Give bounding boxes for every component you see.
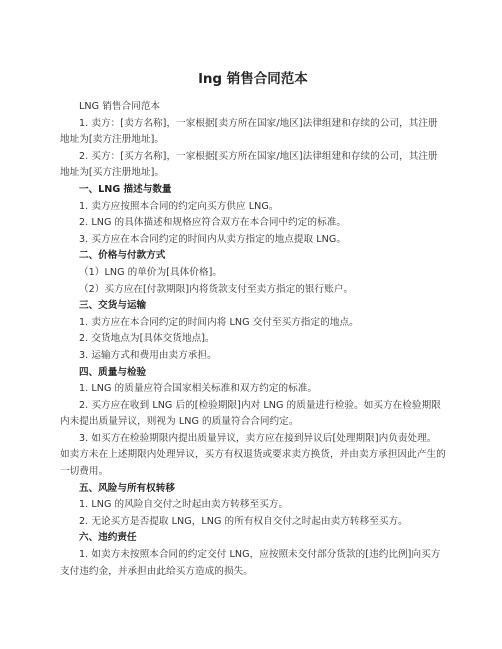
section-heading-5: 五、风险与所有权转移 — [79, 482, 175, 494]
clause-3-3: 3. 运输方式和费用由卖方承担。 — [79, 349, 217, 361]
clause-5-2: 2. 无论买方是否提取 LNG，LNG 的所有权自交付之时起由卖方转移至买方。 — [79, 515, 408, 527]
clause-1-1: 1. 卖方应按照本合同的约定向买方供应 LNG。 — [79, 200, 279, 212]
clause-2-2: （2）买方应在[付款期限]内将货款支付至卖方指定的银行账户。 — [79, 283, 354, 295]
clause-4-3: 3. 如买方在检验期限内提出质量异议，卖方应在接到异议后[处理期限]内负责处理。如卖方未在上述期限内处理异议，买方有权退货或要求卖方换货，并由卖方承担因此产生的一切费用。 — [60, 432, 446, 478]
clause-6-1: 1. 如卖方未按照本合同的约定交付 LNG，应按照未交付部分货款的[违约比例]向买方支付违约金，并承担由此给买方造成的损失。 — [60, 549, 441, 577]
clause-3-1: 1. 卖方应在本合同约定的时间内将 LNG 交付至买方指定的地点。 — [79, 316, 359, 328]
section-heading-3: 三、交货与运输 — [79, 300, 147, 312]
section-heading-6: 六、违约责任 — [79, 532, 137, 544]
party-seller: 1. 卖方：[卖方名称]，一家根据[卖方所在国家/地区]法律组建和存续的公司，其注册地址为[卖方注册地址]。 — [60, 117, 438, 146]
clause-4-2: 2. 买方应在收到 LNG 后的[检验期限]内对 LNG 的质量进行检验。如买方在检验期限内未提出质量异议，则视为 LNG 的质量符合合同约定。 — [60, 399, 441, 428]
section-heading-4: 四、质量与检验 — [79, 366, 147, 378]
clause-1-3: 3. 买方应在本合同约定的时间内从卖方指定的地点提取 LNG。 — [79, 233, 347, 245]
section-heading-1: 一、LNG 描述与数量 — [79, 183, 172, 195]
doc-subtitle: LNG 销售合同范本 — [79, 101, 161, 112]
clause-4-1: 1. LNG 的质量应符合国家相关标准和双方约定的标准。 — [79, 383, 318, 395]
party-buyer: 2. 买方：[买方名称]，一家根据[买方所在国家/地区]法律组建和存续的公司，其注册地址为[买方注册地址]。 — [60, 150, 438, 179]
clause-1-2: 2. LNG 的具体描述和规格应符合双方在本合同中约定的标准。 — [79, 217, 347, 229]
clause-2-1: （1）LNG 的单价为[具体价格]。 — [79, 266, 223, 278]
clause-5-1: 1. LNG 的风险自交付之时起由卖方转移至买方。 — [79, 499, 289, 511]
document-title: lng 销售合同范本 — [198, 71, 308, 87]
section-heading-2: 二、价格与付款方式 — [79, 250, 166, 262]
clause-3-2: 2. 交货地点为[具体交货地点]。 — [79, 333, 215, 345]
